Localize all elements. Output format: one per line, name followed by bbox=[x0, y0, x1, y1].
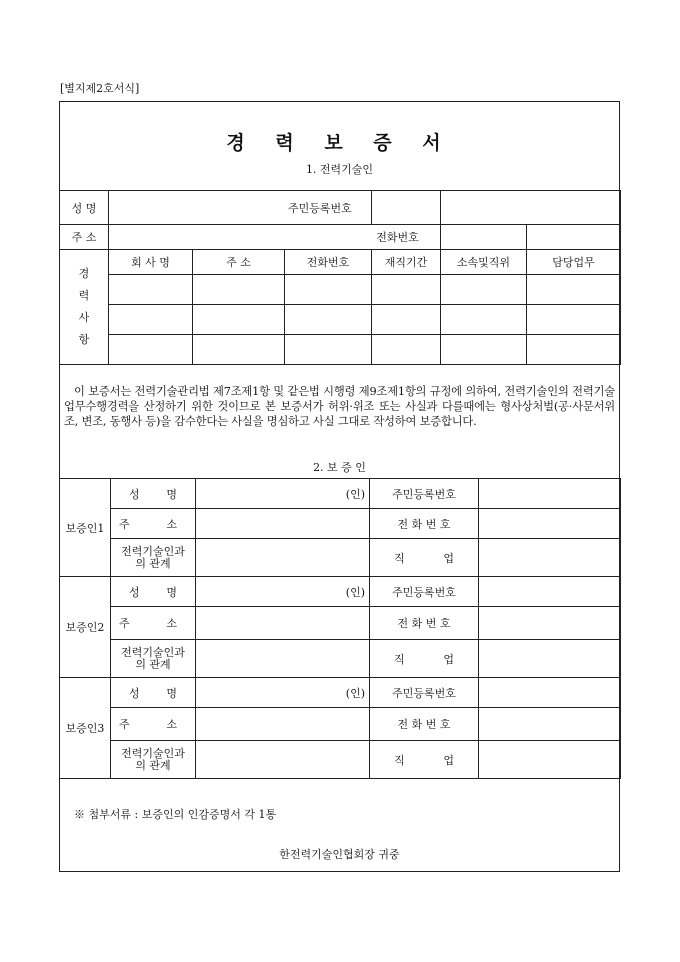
career-cell[interactable] bbox=[193, 275, 285, 305]
seal-mark: (인) bbox=[345, 487, 365, 501]
guarantor-address-field[interactable] bbox=[196, 708, 370, 741]
guarantor-job-field[interactable] bbox=[479, 640, 621, 678]
guarantor-3 bbox=[60, 678, 621, 779]
career-items-label: 경 력 사 항 bbox=[60, 250, 109, 365]
engineer-phone-label: 전화번호 bbox=[355, 225, 441, 250]
section-guarantor-heading: 2. 보 증 인 bbox=[313, 461, 366, 474]
career-header-duty: 담당업무 bbox=[527, 250, 621, 275]
guarantor-relation-field[interactable] bbox=[196, 640, 370, 678]
career-cell[interactable] bbox=[372, 305, 441, 335]
guarantor-job-label: 직 업 bbox=[370, 539, 479, 577]
guarantor-1 bbox=[60, 479, 621, 577]
career-cell[interactable] bbox=[441, 275, 527, 305]
guarantor-name-field[interactable] bbox=[196, 678, 370, 708]
engineer-name-label: 성 명 bbox=[60, 191, 109, 225]
section-engineer-heading: 1. 전력기술인 bbox=[305, 163, 374, 176]
guarantor-2 bbox=[60, 577, 621, 678]
guarantor-relation-field[interactable] bbox=[196, 539, 370, 577]
recipient-footer: 한전력기술인협회장 귀중 bbox=[279, 848, 400, 861]
guarantor-job-field[interactable] bbox=[479, 741, 621, 779]
document-title: 경 력 보 증 서 bbox=[226, 132, 453, 154]
career-cell[interactable] bbox=[372, 335, 441, 365]
guarantor-phone-label: 전 화 번 호 bbox=[370, 607, 479, 640]
guarantor-job-label: 직 업 bbox=[370, 741, 479, 779]
career-cell[interactable] bbox=[527, 275, 621, 305]
career-cell[interactable] bbox=[193, 305, 285, 335]
guarantor-address-field[interactable] bbox=[196, 607, 370, 640]
guarantor-name-label: 성 명 bbox=[111, 577, 196, 607]
career-header-phone: 전화번호 bbox=[285, 250, 372, 275]
career-header-address: 주 소 bbox=[193, 250, 285, 275]
guarantor-table bbox=[59, 478, 621, 779]
engineer-rrn-label: 주민등록번호 bbox=[284, 191, 353, 225]
seal-mark: (인) bbox=[345, 686, 365, 700]
guarantor-address-label: 주 소 bbox=[111, 509, 196, 539]
guarantor-relation-field[interactable] bbox=[196, 741, 370, 779]
guarantor-relation-label: 전력기술인과 의 관계 bbox=[111, 640, 196, 678]
guarantor-rrn-label: 주민등록번호 bbox=[370, 577, 479, 607]
career-cell[interactable] bbox=[109, 335, 193, 365]
career-cell[interactable] bbox=[441, 305, 527, 335]
engineer-phone-field[interactable] bbox=[527, 225, 621, 250]
guarantor-phone-label: 전 화 번 호 bbox=[370, 509, 479, 539]
career-cell[interactable] bbox=[527, 305, 621, 335]
guarantor-label: 보증인2 bbox=[60, 577, 111, 678]
guarantor-rrn-field[interactable] bbox=[479, 479, 621, 509]
attachment-note: ※ 첨부서류 : 보증인의 인감증명서 각 1통 bbox=[74, 808, 277, 821]
guarantor-name-label: 성 명 bbox=[111, 479, 196, 509]
guarantor-address-label: 주 소 bbox=[111, 708, 196, 741]
engineer-address-label: 주 소 bbox=[60, 225, 109, 250]
guarantor-name-field[interactable] bbox=[196, 577, 370, 607]
guarantor-address-label: 주 소 bbox=[111, 607, 196, 640]
career-cell[interactable] bbox=[109, 305, 193, 335]
career-cell[interactable] bbox=[441, 335, 527, 365]
career-cell[interactable] bbox=[285, 275, 372, 305]
guarantor-label: 보증인1 bbox=[60, 479, 111, 577]
career-cell[interactable] bbox=[372, 275, 441, 305]
career-header-period: 재직기간 bbox=[372, 250, 441, 275]
guarantor-rrn-field[interactable] bbox=[479, 577, 621, 607]
guarantor-address-field[interactable] bbox=[196, 509, 370, 539]
career-cell[interactable] bbox=[285, 305, 372, 335]
career-cell[interactable] bbox=[285, 335, 372, 365]
certification-notice: 이 보증서는 전력기술관리법 제7조제1항 및 같은법 시행령 제9조제1항의 규정에 의하여, 전력기술인의 전력기술업무수행경력을 산정하기 위한 것이므로 본 보증서가 허위·위조 또는 사실과 다를때에는 형사상처벌(공·사문서위조, 변조, 동행사 등)을 감수한다는 사실을 명심하고 사실 그대로 작성하여 보증합니다. bbox=[64, 385, 615, 428]
career-cell[interactable] bbox=[527, 335, 621, 365]
guarantor-rrn-label: 주민등록번호 bbox=[370, 479, 479, 509]
form-number-label: [별지제2호서식] bbox=[60, 82, 140, 95]
guarantor-phone-field[interactable] bbox=[479, 708, 621, 741]
seal-mark: (인) bbox=[345, 585, 365, 599]
guarantor-name-field[interactable] bbox=[196, 479, 370, 509]
guarantor-relation-label: 전력기술인과 의 관계 bbox=[111, 741, 196, 779]
guarantor-relation-label: 전력기술인과 의 관계 bbox=[111, 539, 196, 577]
engineer-table bbox=[59, 190, 621, 365]
career-header-position: 소속및직위 bbox=[441, 250, 527, 275]
career-cell[interactable] bbox=[109, 275, 193, 305]
guarantor-job-field[interactable] bbox=[479, 539, 621, 577]
guarantor-label: 보증인3 bbox=[60, 678, 111, 779]
guarantor-phone-label: 전 화 번 호 bbox=[370, 708, 479, 741]
career-cell[interactable] bbox=[193, 335, 285, 365]
career-header-company: 회 사 명 bbox=[109, 250, 193, 275]
guarantor-phone-field[interactable] bbox=[479, 509, 621, 539]
guarantor-phone-field[interactable] bbox=[479, 607, 621, 640]
certificate-frame bbox=[59, 101, 620, 872]
guarantor-rrn-label: 주민등록번호 bbox=[370, 678, 479, 708]
guarantor-rrn-field[interactable] bbox=[479, 678, 621, 708]
guarantor-job-label: 직 업 bbox=[370, 640, 479, 678]
engineer-rrn-field[interactable] bbox=[441, 191, 621, 225]
guarantor-name-label: 성 명 bbox=[111, 678, 196, 708]
